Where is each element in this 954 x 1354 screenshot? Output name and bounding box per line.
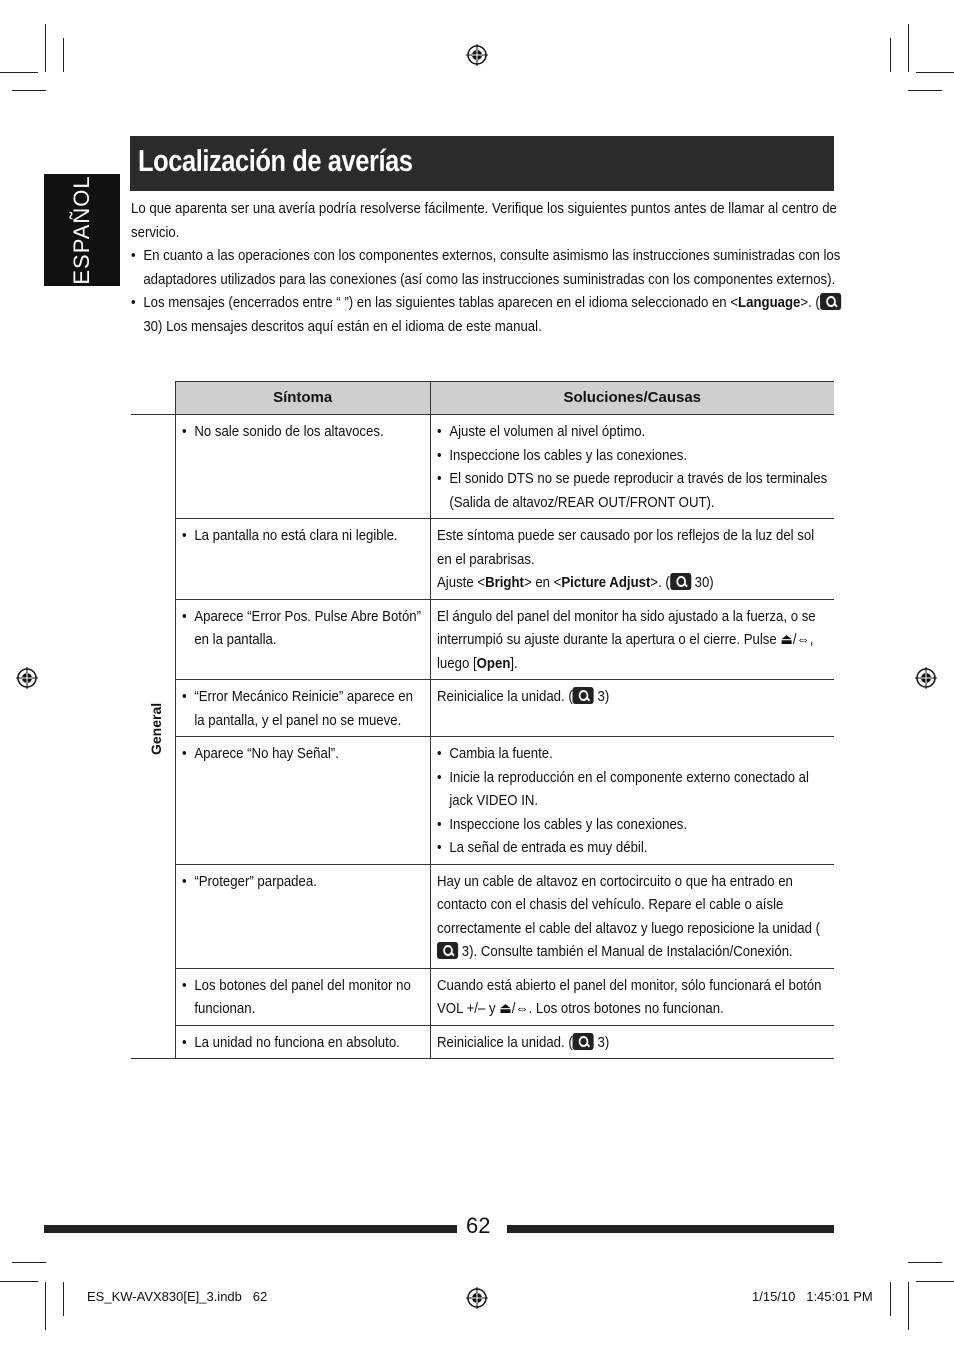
crop-mark (0, 72, 38, 73)
solution-text: Este síntoma puede ser causado por los reflejos de la luz del sol en el parabrisas. (436, 527, 814, 568)
table-row (131, 599, 834, 680)
crop-mark (45, 24, 46, 72)
language-tab-label: ESPAÑOL (69, 175, 94, 285)
symptom-text: • La pantalla no está clara ni legible. (182, 524, 424, 548)
intro-bullet-text: 30) Los mensajes descritos aquí están en el idioma de este manual. (143, 317, 542, 335)
solution-text-part: Hay un cable de altavoz en cortocircuito o que ha entrado en contacto con el chasis del vehículo. Repare el cable o aísle correctamente el cable del altavoz y luego reposicione la unidad ( (436, 872, 820, 937)
table-row (131, 737, 834, 865)
crop-mark (908, 24, 909, 72)
solution-cell (430, 415, 834, 519)
registration-mark-icon (466, 44, 488, 66)
solution-text-part: 30) (690, 574, 714, 591)
solution-item: • El sonido DTS no se puede reproducir a través de los terminales (Salida de altavoz/REAR OUT/FRONT OUT). (437, 467, 830, 514)
symptom-cell (175, 415, 430, 519)
symptom-header: Síntoma (175, 382, 430, 415)
symptom-cell (175, 968, 430, 1025)
category-header (131, 382, 175, 415)
solution-text-part: Reinicialice la unidad. ( (436, 688, 573, 705)
crop-mark (890, 38, 891, 72)
magnifier-icon (572, 687, 593, 704)
symptom-cell (175, 680, 430, 737)
solution-text: Cuando está abierto el panel del monitor, sólo funcionará el botón VOL +/– y ⏏/⇔. Los otros botones no funcionan. (436, 976, 822, 1017)
intro-paragraph: Lo que aparenta ser una avería podría resolverse fácilmente. Verifique los siguientes puntos antes de llamar al centro de servicio. (131, 200, 837, 241)
solution-item: • Inspeccione los cables y las conexiones. (437, 444, 830, 468)
button-name: Open (476, 654, 510, 672)
solution-cell (430, 968, 834, 1025)
registration-mark-icon (16, 667, 38, 689)
crop-mark (0, 1281, 38, 1282)
page-number: 62 (466, 1213, 491, 1238)
footer-file-info: ES_KW-AVX830[E]_3.indb 62 (87, 1289, 268, 1304)
symptom-cell (175, 737, 430, 865)
solution-text-part: 3). Consulte también el Manual de Instalación/Conexión. (457, 943, 793, 960)
table-row (131, 415, 834, 519)
solution-header: Soluciones/Causas (430, 382, 834, 415)
language-setting-name: Language (738, 294, 801, 311)
setting-name: Picture Adjust (560, 574, 650, 591)
crop-mark (890, 1282, 891, 1316)
table-row (131, 1025, 834, 1059)
solution-text-part: 3) (593, 688, 609, 705)
crop-mark (908, 90, 942, 91)
intro-section (131, 197, 841, 338)
footer-rule (44, 1225, 457, 1233)
solution-item: • Inspeccione los cables y las conexiones. (437, 813, 830, 837)
solution-cell (430, 519, 834, 600)
magnifier-icon (572, 1033, 593, 1050)
solution-cell (430, 680, 834, 737)
symptom-text: • Los botones del panel del monitor no funcionan. (182, 974, 424, 1021)
solution-cell (430, 1025, 834, 1059)
symptom-text: • “Proteger” parpadea. (182, 870, 424, 894)
intro-bullet-text: Los mensajes (encerrados entre “ ”) en las siguientes tablas aparecen en el idioma seleccionado en < (143, 294, 739, 311)
troubleshooting-table (131, 381, 834, 1059)
table-row (131, 968, 834, 1025)
language-tab (44, 174, 120, 286)
solution-cell (430, 864, 834, 968)
solution-item: • Inicie la reproducción en el componente externo conectado al jack VIDEO IN. (437, 766, 830, 813)
magnifier-icon (669, 573, 690, 590)
solution-item: • Ajuste el volumen al nivel óptimo. (437, 420, 830, 444)
table-row (131, 680, 834, 737)
solution-cell (430, 599, 834, 680)
crop-mark (908, 1262, 942, 1263)
solution-text-part: Reinicialice la unidad. ( (436, 1033, 573, 1051)
symptom-cell (175, 1025, 430, 1059)
solution-text-part: >. ( (649, 574, 670, 591)
symptom-text: • Aparece “Error Pos. Pulse Abre Botón” en la pantalla. (182, 605, 424, 652)
category-label: General (148, 702, 164, 755)
crop-mark (916, 72, 954, 73)
intro-bullet-text: >. ( (800, 294, 820, 311)
title-bar (130, 136, 834, 191)
symptom-text: • La unidad no funciona en absoluto. (182, 1031, 424, 1055)
crop-mark (12, 90, 46, 91)
symptom-cell (175, 519, 430, 600)
intro-bullet: • En cuanto a las operaciones con los componentes externos, consulte asimismo las instrucciones suministradas con los adaptadores utilizados para las conexiones (así como las instrucciones suministradas con los componentes externos). (131, 244, 856, 291)
crop-mark (12, 1262, 46, 1263)
table-row (131, 519, 834, 600)
symptom-cell (175, 599, 430, 680)
symptom-text: • “Error Mecánico Reinicie” aparece en la pantalla, y el panel no se mueve. (182, 685, 424, 732)
crop-mark (916, 1281, 954, 1282)
symptom-cell (175, 864, 430, 968)
solution-item: • La señal de entrada es muy débil. (437, 836, 830, 860)
crop-mark (63, 38, 64, 72)
category-cell (131, 415, 175, 1059)
solution-text (437, 571, 830, 595)
magnifier-icon (820, 293, 841, 310)
magnifier-icon (437, 942, 458, 959)
solution-text-part: Ajuste < (436, 574, 485, 591)
solution-cell (430, 737, 834, 865)
intro-bullet (131, 291, 856, 338)
solution-item: • Cambia la fuente. (437, 742, 830, 766)
crop-mark (908, 1282, 909, 1330)
crop-mark (63, 1282, 64, 1316)
registration-mark-icon (915, 667, 937, 689)
crop-mark (45, 1282, 46, 1330)
footer-timestamp: 1/15/10 1:45:01 PM (752, 1289, 873, 1304)
setting-name: Bright (484, 574, 524, 591)
page-title: Localización de averías (138, 143, 413, 178)
footer-rule (507, 1225, 834, 1233)
solution-text-part: ]. (509, 654, 518, 672)
solution-text: El ángulo del panel del monitor ha sido ajustado a la fuerza, o se interrumpió su ajuste durante la apertura o el cierre. Pulse (436, 607, 816, 648)
solution-text-part: 3) (593, 1033, 609, 1051)
solution-text-part: > en < (523, 574, 561, 591)
registration-mark-icon (466, 1287, 488, 1309)
symptom-text: • Aparece “No hay Señal”. (182, 742, 424, 766)
table-row (131, 864, 834, 968)
symptom-text: • No sale sonido de los altavoces. (182, 420, 424, 444)
solution-text-part: ⏏/⇔, luego [ (436, 631, 813, 672)
